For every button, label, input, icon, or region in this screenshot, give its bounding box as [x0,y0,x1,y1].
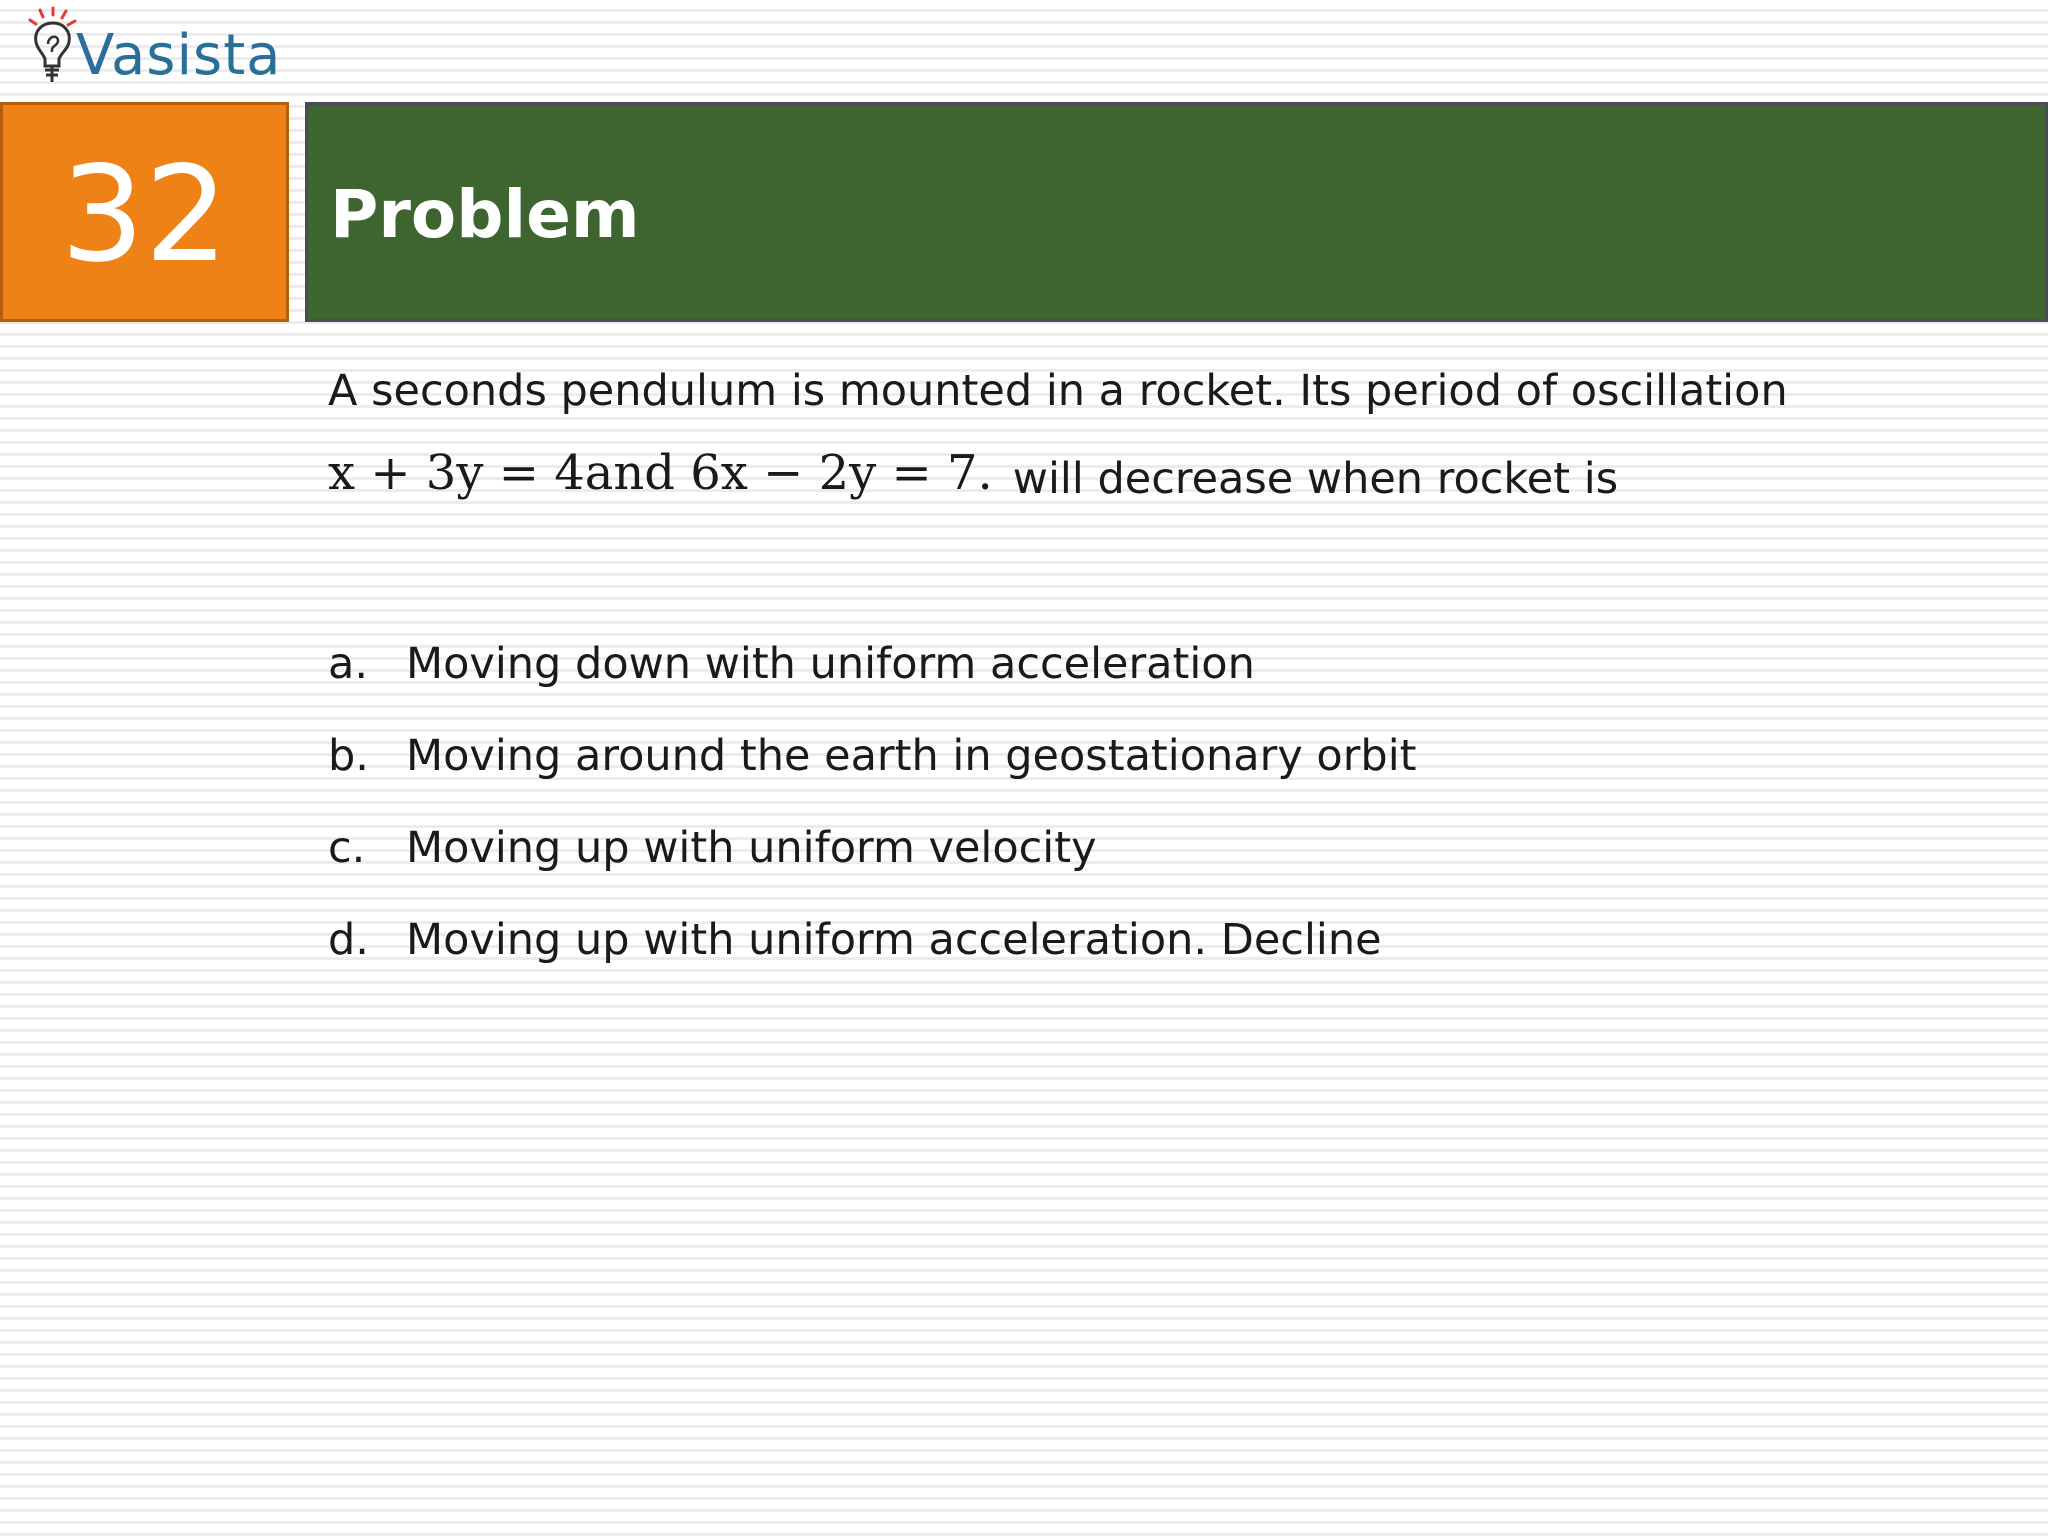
options-list [328,632,2028,1000]
option-d[interactable] [328,908,2028,1000]
page-title: Problem [330,175,640,253]
option-text: Moving up with uniform acceleration. Decline [406,915,1382,965]
question-line-2-text: will decrease when rocket is [1012,454,1619,504]
vasista-logo [22,4,282,96]
option-letter: d. [328,915,369,965]
slide-number-badge [0,102,289,322]
slide-number: 32 [60,138,229,292]
option-text: Moving down with uniform acceleration [406,639,1255,689]
option-c[interactable] [328,816,2028,908]
option-a[interactable] [328,632,2028,724]
option-letter: a. [328,639,369,689]
option-b[interactable] [328,724,2028,816]
equation: x + 3y = 4and 6x − 2y = 7. [328,445,993,501]
lightbulb-icon [22,4,82,94]
option-letter: c. [328,823,366,873]
option-text: Moving up with uniform velocity [406,823,1097,873]
option-text: Moving around the earth in geostationary orbit [406,731,1417,781]
title-bar [305,102,2048,322]
question [328,360,2028,514]
logo-text: Vasista [76,23,282,88]
option-letter: b. [328,731,369,781]
question-line-2 [328,444,2028,514]
question-line-1: A seconds pendulum is mounted in a rocket. Its period of oscillation [328,366,1788,416]
